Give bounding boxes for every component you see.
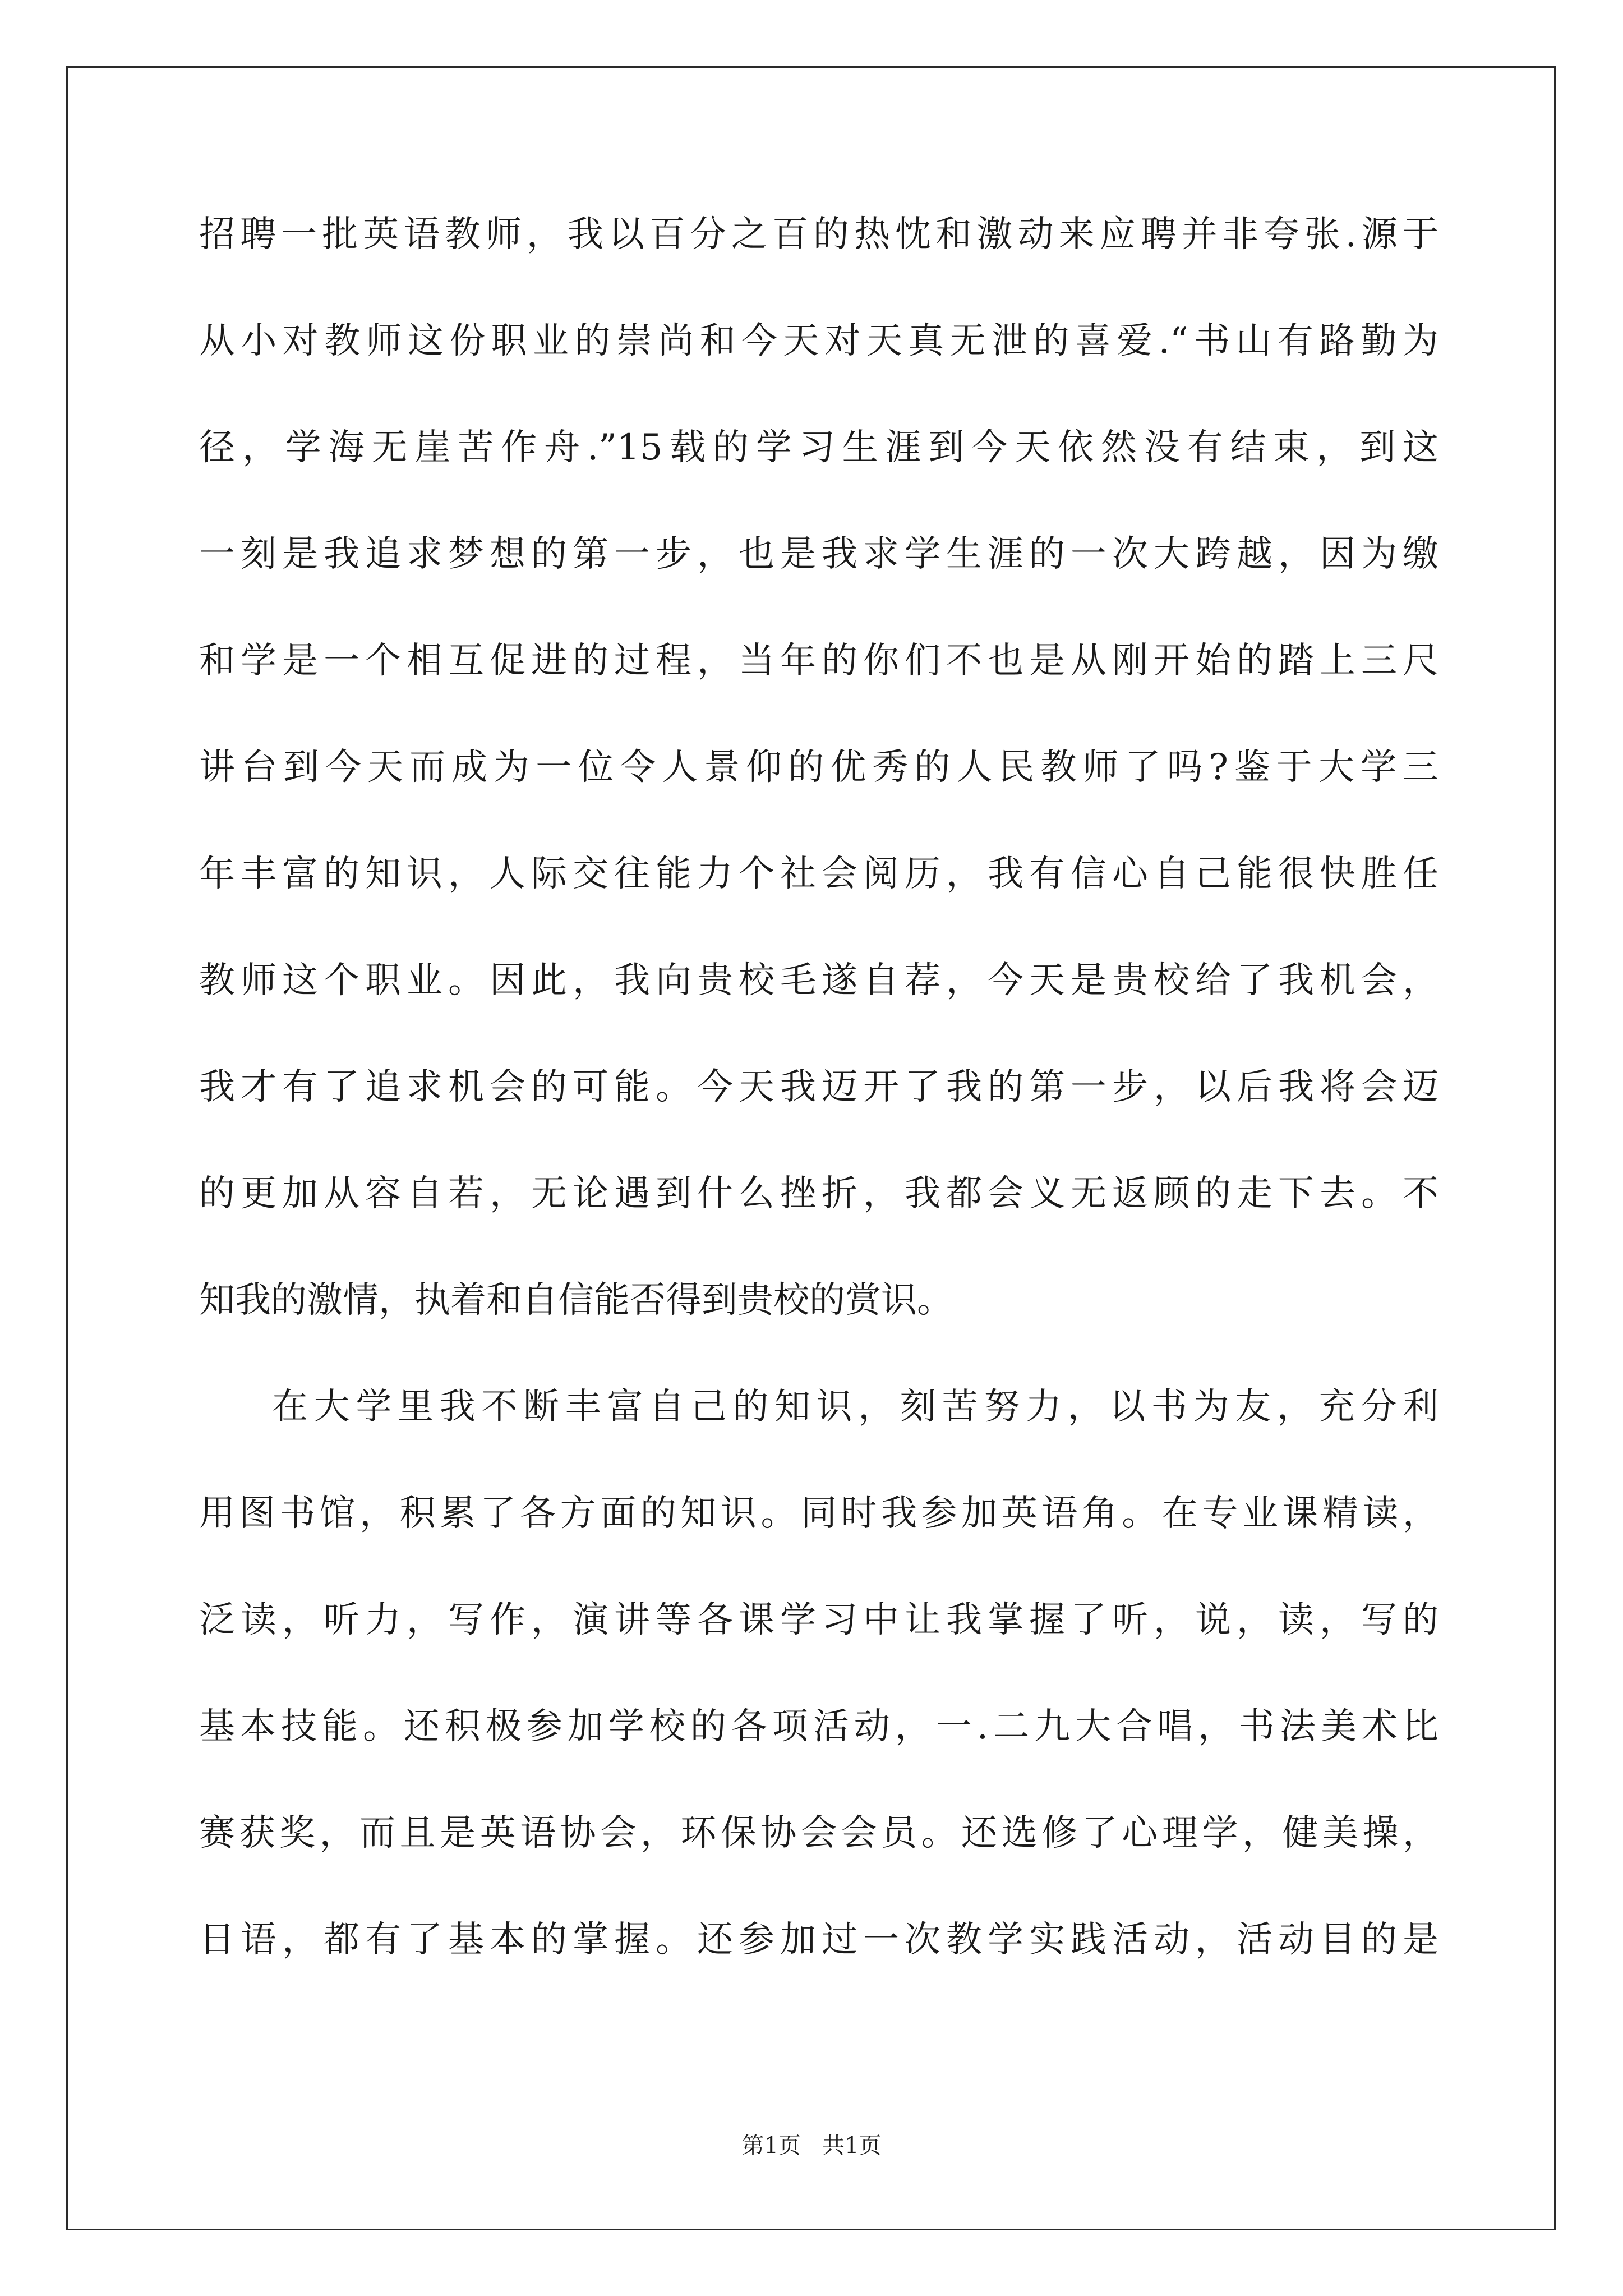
text-line: 我才有了追求机会的可能。今天我迈开了我的第一步，以后我将会迈: [199, 1066, 1438, 1108]
text-line: 和学是一个相互促进的过程，当年的你们不也是从刚开始的踏上三尺: [199, 640, 1438, 682]
text-line: 从小对教师这份职业的崇尚和今天对天真无泄的喜爱.“书山有路勤为: [199, 320, 1438, 362]
page-number-footer: 第1页 共1页: [741, 2133, 882, 2159]
text-line: 知我的激情，执着和自信能否得到贵校的赏识。: [199, 1280, 953, 1321]
text-line: 泛读，听力，写作，演讲等各课学习中让我掌握了听，说，读，写的: [199, 1599, 1438, 1641]
text-line: 讲台到今天而成为一位令人景仰的优秀的人民教师了吗?鉴于大学三: [199, 747, 1438, 788]
text-line: 年丰富的知识，人际交往能力个社会阅历，我有信心自己能很快胜任: [199, 853, 1438, 895]
text-line: 用图书馆，积累了各方面的知识。同时我参加英语角。在专业课精读，: [199, 1493, 1438, 1534]
text-line: 日语，都有了基本的掌握。还参加过一次教学实践活动，活动目的是: [199, 1919, 1438, 1961]
text-line: 径，学海无崖苦作舟.”15载的学习生涯到今天依然没有结束，到这: [199, 427, 1438, 468]
text-line: 赛获奖，而且是英语协会，环保协会会员。还选修了心理学，健美操，: [199, 1812, 1438, 1854]
text-line: 招聘一批英语教师，我以百分之百的热忱和激动来应聘并非夸张.源于: [199, 214, 1438, 255]
paragraph-first-line: 在大学里我不断丰富自己的知识，刻苦努力，以书为友，充分利: [272, 1386, 1438, 1428]
text-line: 的更加从容自若，无论遇到什么挫折，我都会义无返顾的走下去。不: [199, 1173, 1438, 1214]
text-line: 基本技能。还积极参加学校的各项活动，一.二九大合唱，书法美术比: [199, 1706, 1438, 1747]
text-line: 一刻是我追求梦想的第一步，也是我求学生涯的一次大跨越，因为缴: [199, 533, 1438, 575]
page-border: [66, 66, 1556, 2230]
text-line: 教师这个职业。因此，我向贵校毛遂自荐，今天是贵校给了我机会，: [199, 960, 1438, 1001]
